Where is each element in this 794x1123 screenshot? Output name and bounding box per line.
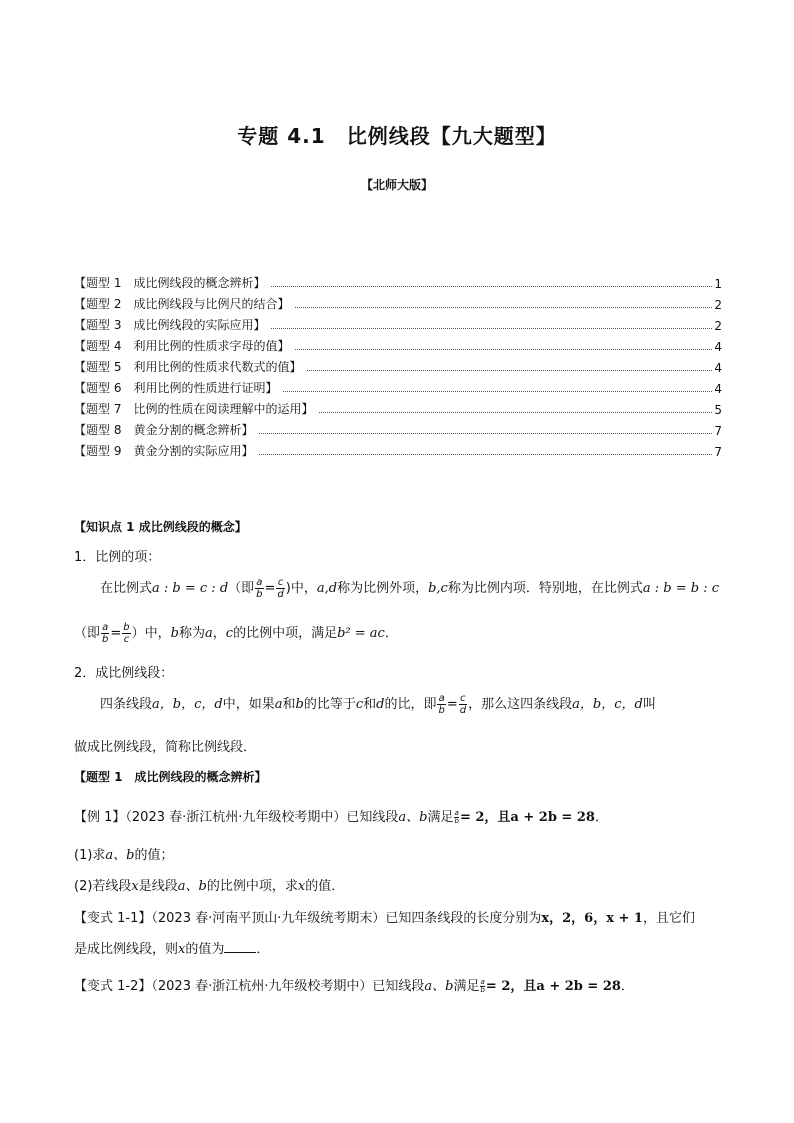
fraction <box>276 577 284 600</box>
text: 称为比例内项．特别地，在比例式 <box>447 581 643 596</box>
item2-title: 2．成比例线段： <box>74 666 174 681</box>
numerator: c <box>460 693 466 704</box>
edition-label: 【北师大版】 <box>360 178 433 192</box>
toc-item[interactable] <box>74 438 722 459</box>
ratio-expression: a : b = c : d <box>152 581 229 596</box>
variable: c <box>355 697 364 712</box>
toc-item-label: 【题型 8 黄金分割的概念辨析】 <box>74 423 254 437</box>
text: 是线段 <box>138 879 178 894</box>
variables: a、b <box>105 848 135 863</box>
formula: a + 2b = 28 <box>536 979 621 994</box>
toc-item-page: 4 <box>714 340 722 354</box>
toc-leader-dots <box>271 328 712 329</box>
question-2 <box>74 875 344 894</box>
numerator: b <box>123 622 130 633</box>
text: 的值． <box>305 879 345 894</box>
fraction <box>101 622 109 645</box>
text: ． <box>256 942 270 957</box>
text: ， <box>212 626 226 641</box>
text: ，那么这四条线段 <box>468 697 573 712</box>
toc-item[interactable] <box>74 270 722 291</box>
equals: = <box>110 626 122 641</box>
numerator: c <box>277 577 284 588</box>
denominator: b <box>102 634 109 645</box>
toc-leader-dots <box>259 433 712 434</box>
variant-tag: 【变式 1-1】 <box>74 911 152 926</box>
variable: x <box>131 879 139 894</box>
variable: b <box>170 626 179 641</box>
toc-item-page: 4 <box>714 382 722 396</box>
toc-item-label: 【题型 5 利用比例的性质求代数式的值】 <box>74 360 302 374</box>
toc-leader-dots <box>295 349 712 350</box>
numerator: a <box>454 809 459 817</box>
text: （即 <box>228 581 255 596</box>
variables: a、b <box>177 879 207 894</box>
variables: a，b，c，d <box>152 697 223 712</box>
answer-blank[interactable] <box>224 952 256 953</box>
text: 叫 <box>642 697 656 712</box>
example-source: （2023 春·浙江杭州·九年级校考期中）已知线段 <box>125 810 399 825</box>
toc-item[interactable] <box>74 417 722 438</box>
toc-item[interactable] <box>74 354 722 375</box>
toc-leader-dots <box>271 286 712 287</box>
variant-source: （2023 春·河南平顶山·九年级统考期末）已知四条线段的长度分别为 <box>151 911 542 926</box>
toc-item-label: 【题型 2 成比例线段与比例尺的结合】 <box>74 297 290 311</box>
equation: = 2，且 <box>459 810 511 825</box>
toc-item-label: 【题型 7 比例的性质在阅读理解中的运用】 <box>74 402 314 416</box>
section-heading: 【题型 1 成比例线段的概念辨析】 <box>74 770 267 784</box>
toc-item[interactable] <box>74 375 722 396</box>
variant-1-1-line2 <box>74 938 269 957</box>
text: 的比例中项，求 <box>206 879 298 894</box>
text: 满足 <box>427 810 454 825</box>
example-tag: 【例 1】 <box>74 810 126 825</box>
denominator: d <box>277 589 284 600</box>
toc-leader-dots <box>259 454 712 455</box>
numerator: a <box>256 577 263 588</box>
fraction <box>454 810 458 825</box>
table-of-contents <box>74 270 722 459</box>
toc-item[interactable] <box>74 333 722 354</box>
denominator: c <box>123 634 130 645</box>
text: 中，如果 <box>222 697 275 712</box>
text: (2)若线段 <box>74 879 132 894</box>
fraction <box>255 577 263 600</box>
fraction <box>437 693 445 716</box>
equals: = <box>446 697 458 712</box>
toc-item-label: 【题型 4 利用比例的性质求字母的值】 <box>74 339 290 353</box>
variable: a <box>205 626 213 641</box>
toc-item-label: 【题型 6 利用比例的性质进行证明】 <box>74 381 278 395</box>
toc-leader-dots <box>283 391 712 392</box>
toc-item-page: 1 <box>714 277 722 291</box>
toc-item-label: 【题型 1 成比例线段的概念辨析】 <box>74 276 266 290</box>
text: 和 <box>282 697 296 712</box>
fraction <box>459 693 467 716</box>
variables: a，b，c，d <box>572 697 643 712</box>
variables: a、b <box>424 979 454 994</box>
definition-paragraph-line4: 做成比例线段，简称比例线段． <box>74 740 257 755</box>
text: 满足 <box>453 979 480 994</box>
text: 称为 <box>178 626 205 641</box>
variable: x <box>297 879 306 894</box>
toc-leader-dots <box>319 412 712 413</box>
formula: b² = ac <box>337 626 385 641</box>
text: ． <box>594 810 608 825</box>
text: 四条线段 <box>100 697 153 712</box>
variable: c <box>225 626 234 641</box>
denominator: b <box>256 589 263 600</box>
text: (1)求 <box>74 848 106 863</box>
variant-1-1-line1 <box>74 907 695 926</box>
text: )中， <box>285 581 317 596</box>
text: ，且它们 <box>642 911 695 926</box>
numerator: a <box>102 622 109 633</box>
page-title: 专题 4.1 比例线段【九大题型】 <box>237 124 557 148</box>
toc-item[interactable] <box>74 396 722 417</box>
text: ． <box>620 979 634 994</box>
text: 的值； <box>134 848 174 863</box>
equation: = 2，且 <box>485 979 537 994</box>
numerator: a <box>480 978 485 986</box>
fraction <box>480 979 484 994</box>
denominator: b <box>480 986 485 994</box>
fraction <box>122 622 130 645</box>
text: 在比例式 <box>100 581 153 596</box>
ratio-expression: a : b = b : c <box>642 581 719 596</box>
toc-item-label: 【题型 9 黄金分割的实际应用】 <box>74 444 254 458</box>
numerator: a <box>438 693 445 704</box>
toc-item[interactable] <box>74 312 722 333</box>
toc-item-page: 4 <box>714 361 722 375</box>
variables: a,d <box>316 581 338 596</box>
knowledge-heading: 【知识点 1 成比例线段的概念】 <box>74 520 247 534</box>
text: 是成比例线段，则 <box>74 942 179 957</box>
question-1 <box>74 844 174 863</box>
toc-item[interactable] <box>74 291 722 312</box>
toc-item-page: 2 <box>714 298 722 312</box>
variable: b <box>295 697 304 712</box>
variant-1-2 <box>74 975 634 994</box>
toc-item-page: 7 <box>714 424 722 438</box>
definition-paragraph-line3 <box>100 693 656 716</box>
variant-tag: 【变式 1-2】 <box>74 979 152 994</box>
text: 的比，即 <box>384 697 437 712</box>
text: 称为比例外项， <box>337 581 429 596</box>
toc-item-page: 7 <box>714 445 722 459</box>
toc-item-page: 5 <box>714 403 722 417</box>
formula: a + 2b = 28 <box>510 810 595 825</box>
variables: b,c <box>428 581 448 596</box>
definition-paragraph-line2 <box>74 622 398 645</box>
values: x，2，6，x + 1 <box>541 911 643 926</box>
text: （即 <box>74 626 101 641</box>
variable: x <box>178 942 186 957</box>
text: 和 <box>363 697 377 712</box>
denominator: b <box>438 705 445 716</box>
item1-title: 1．比例的项： <box>74 550 161 565</box>
example-1 <box>74 806 608 825</box>
equals: = <box>264 581 276 596</box>
variables: a、b <box>398 810 428 825</box>
text: 的值为 <box>185 942 225 957</box>
variable: d <box>376 697 385 712</box>
denominator: b <box>454 817 459 825</box>
toc-leader-dots <box>307 370 712 371</box>
toc-item-label: 【题型 3 成比例线段的实际应用】 <box>74 318 266 332</box>
variable: a <box>274 697 283 712</box>
toc-item-page: 2 <box>714 319 722 333</box>
text: 的比等于 <box>303 697 356 712</box>
text: ． <box>384 626 398 641</box>
text: ）中， <box>131 626 171 641</box>
toc-leader-dots <box>295 307 712 308</box>
text: 的比例中项，满足 <box>233 626 338 641</box>
variant-source: （2023 春·浙江杭州·九年级校考期中）已知线段 <box>151 979 425 994</box>
denominator: d <box>459 705 467 716</box>
definition-paragraph-line1 <box>100 577 719 600</box>
